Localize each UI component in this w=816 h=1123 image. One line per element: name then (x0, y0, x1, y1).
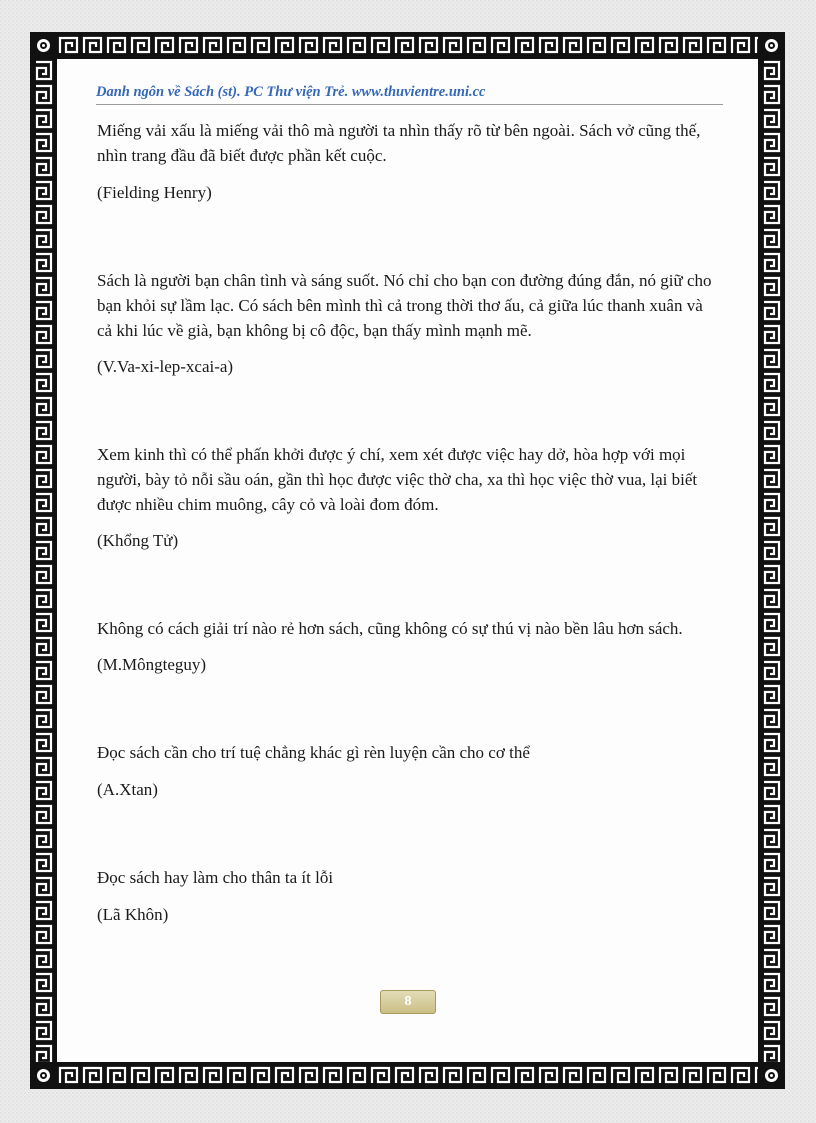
page-header: Danh ngôn về Sách (st). PC Thư viện Trẻ. www.thuvientre.uni.cc (96, 84, 723, 105)
quote-text: Không có cách giải trí nào rẻ hơn sách, cũng không có sự thú vị nào bền lâu hơn sách. (97, 619, 683, 638)
quote-author: (Fielding Henry) (97, 183, 212, 202)
top-border-pattern (57, 32, 758, 59)
quote-author: (Lã Khôn) (97, 905, 169, 924)
quote-text: Đọc sách cần cho trí tuệ chẳng khác gì rèn luyện cần cho cơ thể (97, 743, 530, 762)
ring-corner-icon (758, 32, 785, 59)
greek-key-border-icon (30, 59, 57, 1062)
ring-corner-icon (30, 1062, 57, 1089)
ring-corner-icon (758, 1062, 785, 1089)
quote-block (97, 268, 722, 379)
quote-author: (A.Xtan) (97, 780, 158, 799)
quote-block (97, 740, 722, 802)
quotes-content (97, 118, 722, 927)
quote-author: (Khổng Tử) (97, 531, 179, 550)
greek-key-border-icon (57, 32, 758, 59)
quote-author: (V.Va-xi-lep-xcai-a) (97, 357, 234, 376)
right-border-pattern (758, 59, 785, 1062)
quote-block (97, 118, 722, 205)
greek-key-border-icon (758, 59, 785, 1062)
quote-text: Đọc sách hay làm cho thân ta ít lỗi (97, 868, 334, 887)
ring-corner-icon (30, 32, 57, 59)
quote-text: Xem kinh thì có thể phấn khởi được ý chí, xem xét được việc hay dở, hòa hợp với mọi người, bày tỏ nỗi sầu oán, gần thì học được việc thờ cha, xa thì học việc thờ vua, lại biết được nhiều chim muông, cây cỏ và loài đom đóm. (97, 445, 698, 514)
quote-block (97, 442, 722, 553)
quote-block (97, 616, 722, 677)
quote-text: Sách là người bạn chân tình và sáng suốt. Nó chỉ cho bạn con đường đúng đắn, nó giữ cho bạn khỏi sự lầm lạc. Có sách bên mình thì cả trong thời thơ ấu, cả giữa lúc thanh xuân và cả khi lúc về già, bạn không bị cô độc, bạn thấy mình mạnh mẽ. (97, 271, 712, 340)
left-border-pattern (30, 59, 57, 1062)
quote-block (97, 865, 722, 927)
greek-key-border-icon (57, 1062, 758, 1089)
quote-author: (M.Môngteguy) (97, 655, 207, 674)
bottom-border-pattern (57, 1062, 758, 1089)
page-number-badge: 8 (380, 990, 436, 1014)
quote-text: Miếng vải xấu là miếng vải thô mà người ta nhìn thấy rõ từ bên ngoài. Sách vở cũng thế, nhìn trang đầu đã biết được phần kết cuộc. (97, 121, 701, 165)
